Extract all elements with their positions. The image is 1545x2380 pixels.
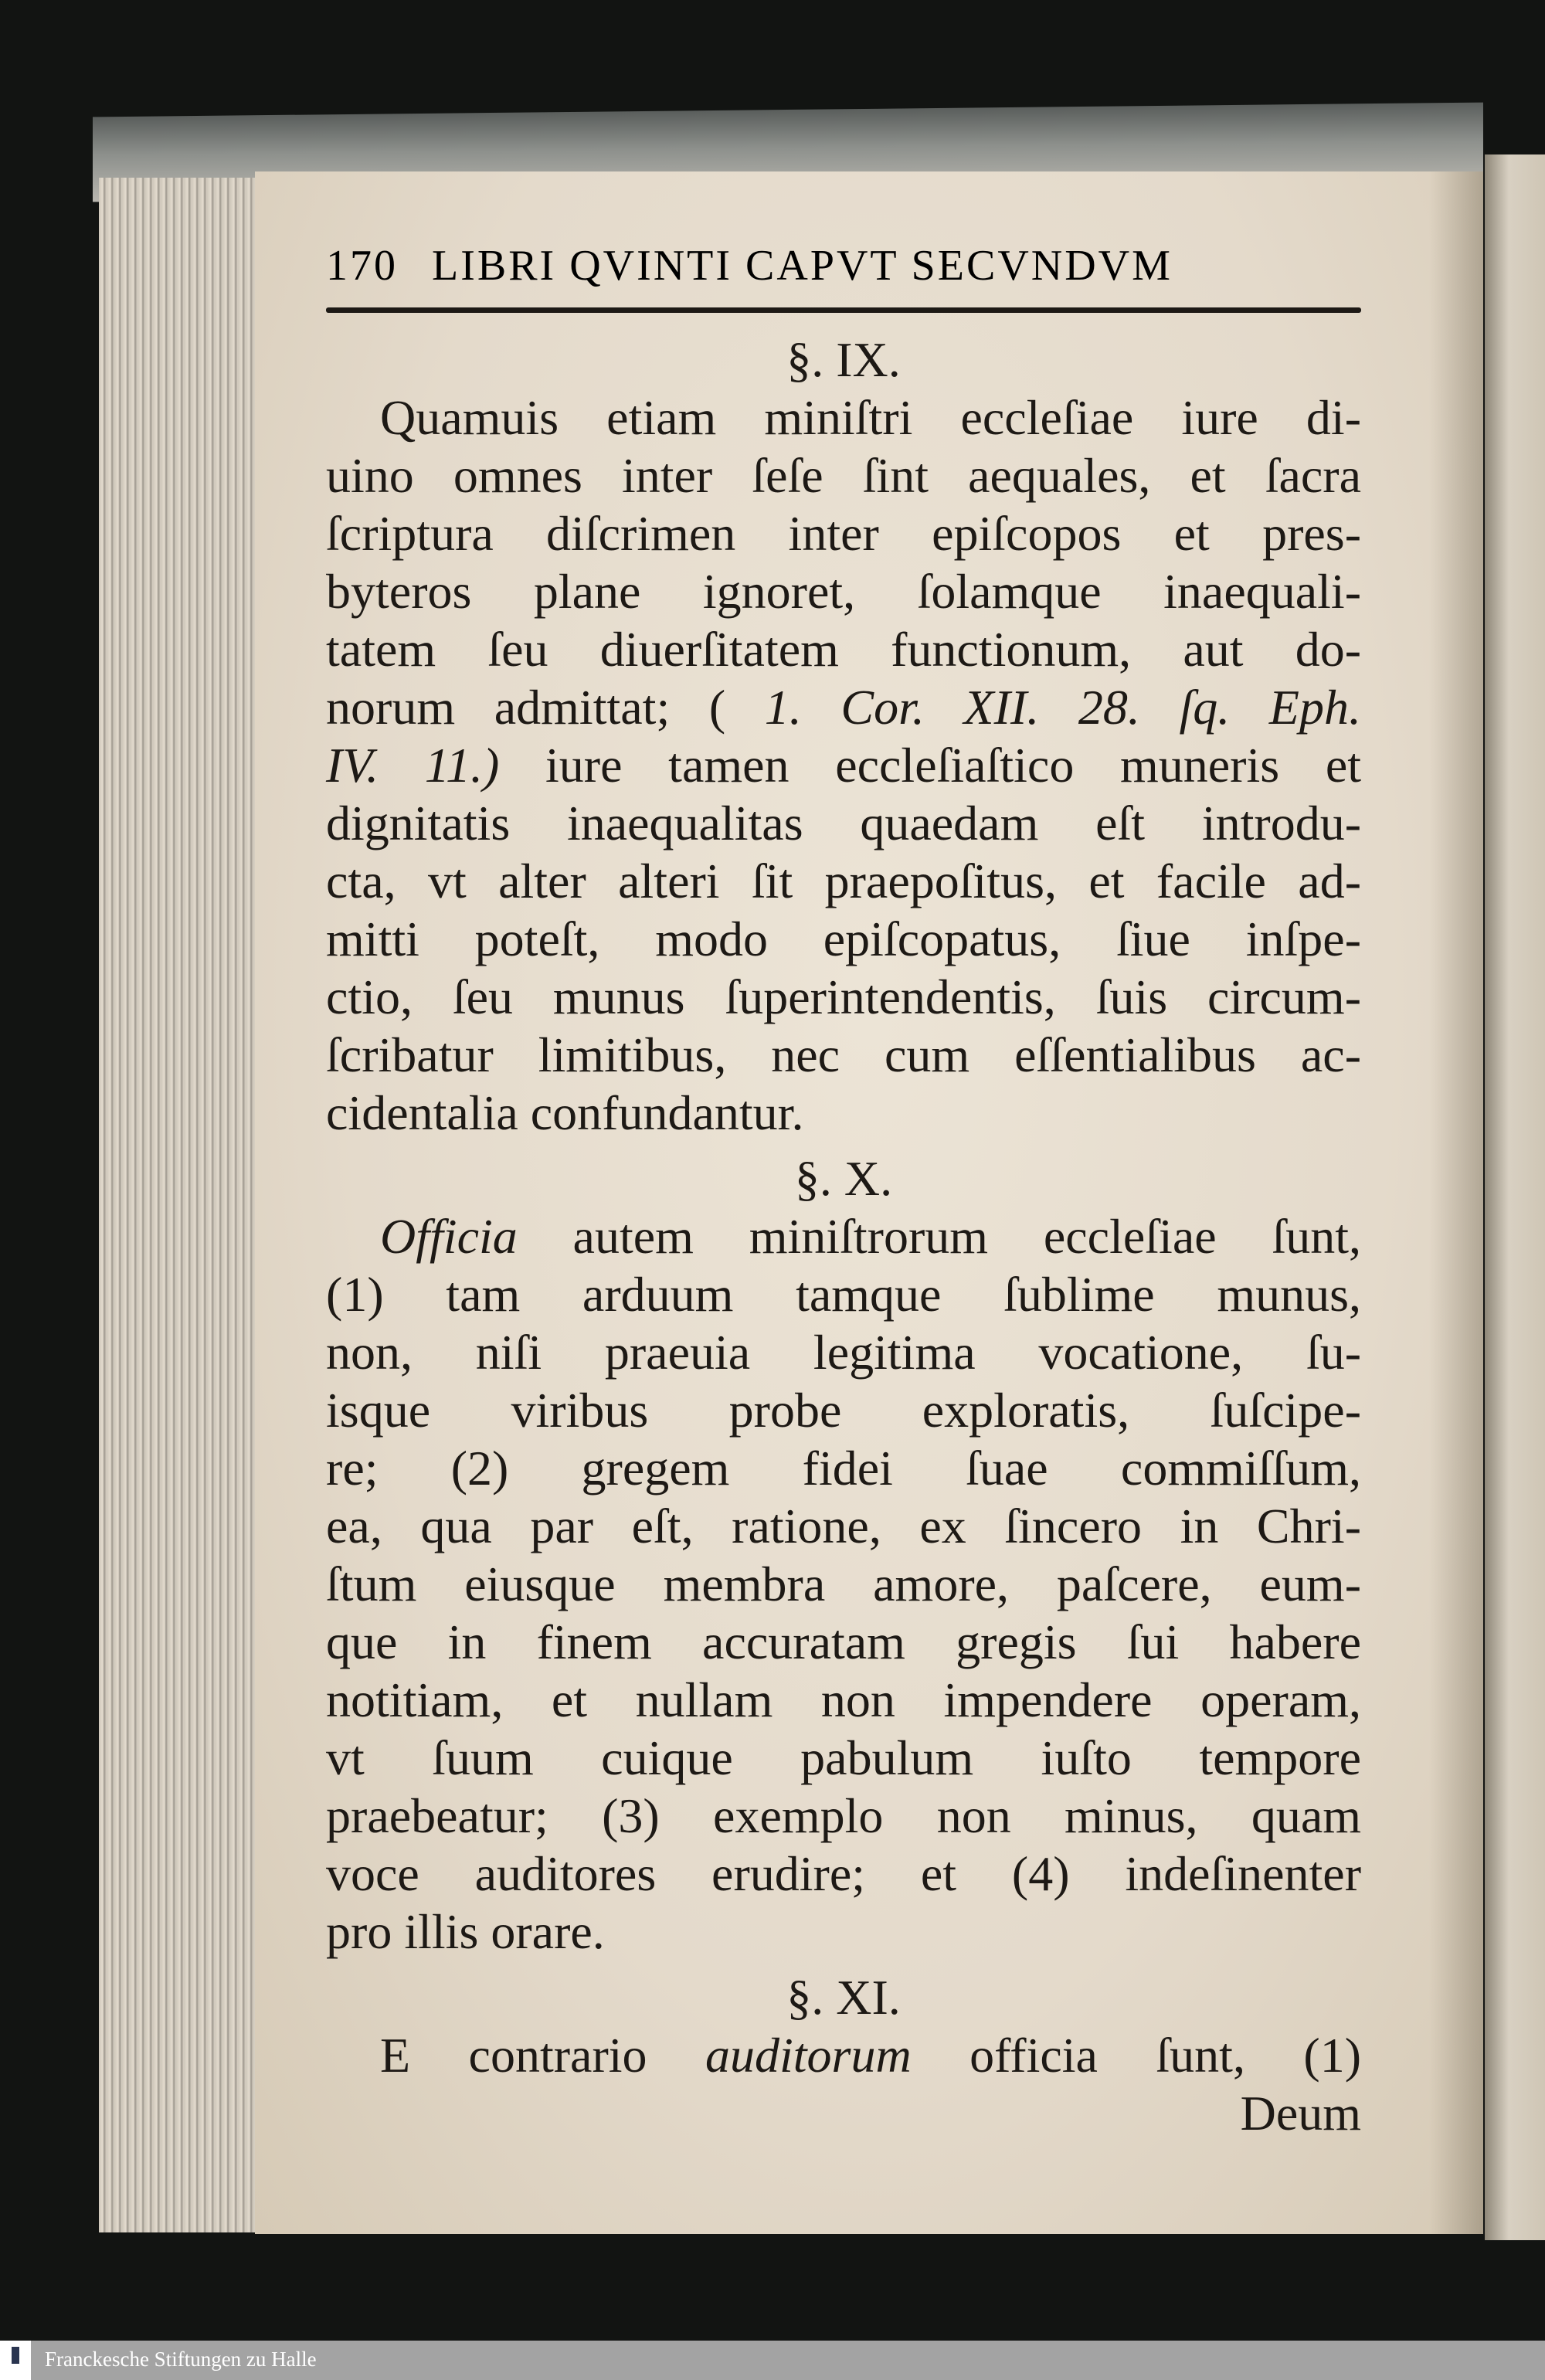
italic-text: 1. Cor. XII. 28. ſq. Eph. <box>764 680 1361 735</box>
text-segment: uino omnes inter ſeſe ſint aequales, et ſacra <box>326 448 1361 503</box>
text-line <box>326 389 1361 446</box>
text-segment: notitiam, et nullam non impendere operam, <box>326 1672 1361 1727</box>
footer-bar <box>0 2341 1545 2380</box>
institution-logo-icon <box>0 2341 31 2380</box>
text-line <box>326 794 1361 852</box>
institution-name: Franckesche Stiftungen zu Halle <box>45 2348 317 2371</box>
text-segment: ſtum eiusque membra amore, paſcere, eum- <box>326 1557 1361 1611</box>
text-segment: ſcriptura diſcrimen inter epiſcopos et pres- <box>326 506 1361 561</box>
text-line <box>326 1497 1361 1555</box>
text-segment: officia ſunt, (1) <box>911 2028 1361 2083</box>
text-segment: ea, qua par eſt, ratione, ex ſincero in Chri- <box>326 1499 1361 1553</box>
text-line <box>326 1207 1361 1265</box>
text-line <box>326 1439 1361 1497</box>
text-segment: cidentalia confundantur. <box>326 1085 804 1140</box>
text-segment: praebeatur; (3) exemplo non minus, quam <box>326 1788 1361 1843</box>
italic-text: auditorum <box>705 2028 912 2083</box>
text-line <box>326 562 1361 620</box>
text-segment: non, niſi praeuia legitima vocatione, ſu- <box>326 1325 1361 1380</box>
text-segment: ctio, ſeu munus ſuperintendentis, ſuis circum- <box>326 969 1361 1024</box>
text-segment: tatem ſeu diuerſitatem functionum, aut do- <box>326 622 1361 677</box>
text-line <box>326 2026 1361 2084</box>
text-segment: mitti poteſt, modo epiſcopatus, ſiue inſpe- <box>326 912 1361 966</box>
text-segment: dignitatis inaequalitas quaedam eſt introdu- <box>326 796 1361 850</box>
text-line <box>326 1729 1361 1787</box>
text-segment: byteros plane ignoret, ſolamque inaequali- <box>326 564 1361 619</box>
text-line <box>326 968 1361 1026</box>
text-segment: re; (2) gregem fidei ſuae commiſſum, <box>326 1441 1361 1496</box>
section-heading: §. XI. <box>786 1970 901 2025</box>
text-segment: E contrario <box>380 2028 705 2083</box>
text-segment: vt ſuum cuique pabulum iuſto tempore <box>326 1730 1361 1785</box>
text-line <box>326 1323 1361 1381</box>
page-number: 170 <box>326 242 398 290</box>
text-line <box>326 504 1361 562</box>
text-line <box>326 446 1361 504</box>
text-line <box>326 1555 1361 1613</box>
facing-page-edge <box>1485 154 1545 2240</box>
page-body-text <box>326 323 1361 2142</box>
running-header <box>326 241 1361 290</box>
text-line <box>326 1903 1361 1961</box>
text-segment: ſcribatur limitibus, nec cum eſſentialibus ac- <box>326 1027 1361 1082</box>
text-segment: isque viribus probe exploratis, ſuſcipe- <box>326 1383 1361 1438</box>
catchword: Deum <box>1240 2086 1361 2141</box>
text-line <box>326 1265 1361 1323</box>
text-line <box>326 678 1361 736</box>
text-segment: voce auditores erudire; et (4) indeſinenter <box>326 1846 1361 1901</box>
text-line <box>326 1084 1361 1142</box>
section-heading: §. X. <box>794 1151 893 1206</box>
text-line <box>326 1787 1361 1845</box>
text-segment: cta, vt alter alteri ſit praepoſitus, et facile ad- <box>326 854 1361 908</box>
section-heading: §. IX. <box>786 332 901 387</box>
header-rule <box>326 307 1361 313</box>
italic-text: Officia <box>380 1209 518 1264</box>
text-line <box>326 1613 1361 1671</box>
text-segment: que in finem accuratam gregis ſui habere <box>326 1614 1361 1669</box>
text-line <box>326 620 1361 678</box>
text-segment: iure tamen eccleſiaſtico muneris et <box>499 738 1362 793</box>
text-segment: Quamuis etiam miniſtri eccleſiae iure di- <box>380 390 1361 445</box>
text-segment: autem miniſtrorum eccleſiae ſunt, <box>517 1209 1361 1264</box>
text-line <box>326 736 1361 794</box>
text-line <box>326 1381 1361 1439</box>
italic-text: IV. 11.) <box>326 738 500 793</box>
text-segment: pro illis orare. <box>326 1904 605 1959</box>
text-segment: (1) tam arduum tamque ſublime munus, <box>326 1267 1361 1322</box>
text-line <box>326 1845 1361 1903</box>
text-line <box>326 1026 1361 1084</box>
text-segment: norum admittat; ( <box>326 680 765 735</box>
text-line <box>326 852 1361 910</box>
text-line <box>326 1671 1361 1729</box>
running-title: LIBRI QVINTI CAPVT SECVNDVM <box>432 242 1173 290</box>
text-line <box>326 910 1361 968</box>
